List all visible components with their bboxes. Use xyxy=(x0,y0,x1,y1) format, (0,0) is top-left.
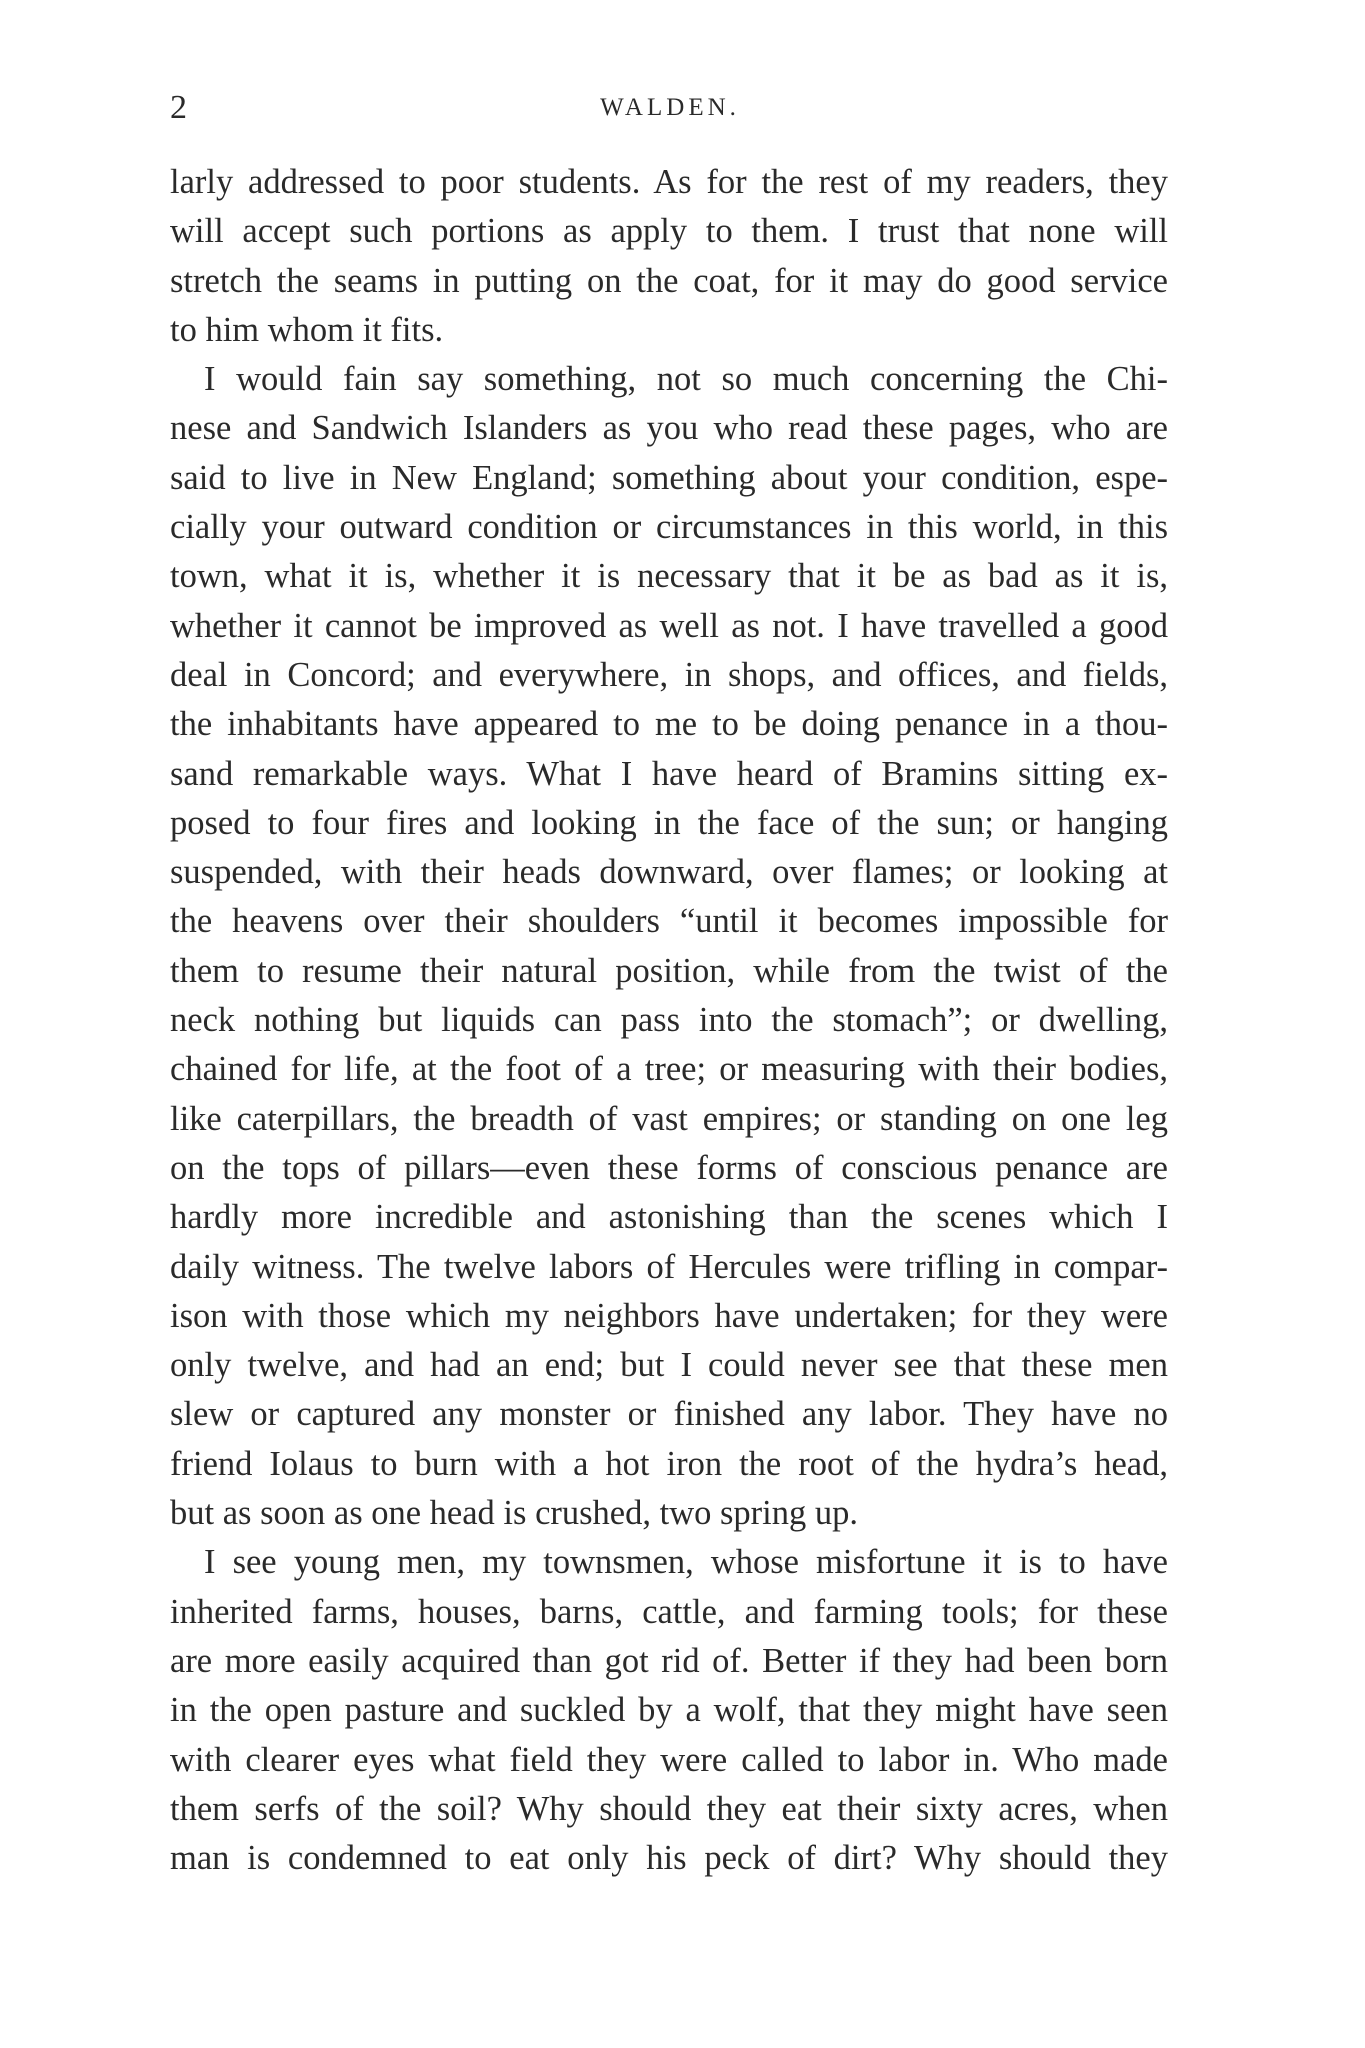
text-line: friend Iolaus to burn with a hot iron the root of the hydra’s head, xyxy=(170,1444,1168,1483)
text-line: only twelve, and had an end; but I could never see that these men xyxy=(170,1346,1168,1385)
text-line: deal in Concord; and everywhere, in shops, and offices, and fields, xyxy=(170,655,1168,694)
text-line: but as soon as one head is crushed, two spring up. xyxy=(170,1494,858,1533)
text-line: cially your outward condition or circumstances in this world, in this xyxy=(170,508,1168,547)
text-line: said to live in New England; something about your condition, espe- xyxy=(170,458,1168,497)
text-line: in the open pasture and suckled by a wolf, that they might have seen xyxy=(170,1691,1168,1730)
page-number: 2 xyxy=(170,89,187,126)
text-line: stretch the seams in putting on the coat, for it may do good service xyxy=(170,261,1168,300)
text-line: inherited farms, houses, barns, cattle, and farming tools; for these xyxy=(170,1592,1168,1631)
text-line: will accept such portions as apply to them. I trust that none will xyxy=(170,212,1168,251)
text-line: town, what it is, whether it is necessary that it be as bad as it is, xyxy=(170,557,1168,596)
text-line: ison with those which my neighbors have undertaken; for they were xyxy=(170,1296,1168,1335)
text-line: slew or captured any monster or finished any labor. They have no xyxy=(170,1395,1168,1434)
text-line: on the tops of pillars—even these forms of conscious penance are xyxy=(170,1148,1168,1187)
text-line: the heavens over their shoulders “until it becomes impossible for xyxy=(170,902,1168,941)
paragraph xyxy=(170,158,1168,355)
text-line: with clearer eyes what field they were called to labor in. Who made xyxy=(170,1740,1168,1779)
text-line: nese and Sandwich Islanders as you who read these pages, who are xyxy=(170,409,1168,448)
text-line: I would fain say something, not so much concerning the Chi- xyxy=(204,360,1168,399)
paragraph xyxy=(170,355,1168,1538)
text-line: are more easily acquired than got rid of. Better if they had been born xyxy=(170,1641,1168,1680)
paragraph xyxy=(170,1538,1168,1883)
text-line: them to resume their natural position, while from the twist of the xyxy=(170,951,1168,990)
text-line: larly addressed to poor students. As for the rest of my readers, they xyxy=(170,163,1168,201)
text-line: I see young men, my townsmen, whose misfortune it is to have xyxy=(204,1543,1168,1582)
text-line: the inhabitants have appeared to me to be doing penance in a thou- xyxy=(170,705,1168,744)
text-line: like caterpillars, the breadth of vast empires; or standing on one leg xyxy=(170,1099,1168,1138)
text-line: whether it cannot be improved as well as not. I have travelled a good xyxy=(170,606,1168,645)
text-line: chained for life, at the foot of a tree; or measuring with their bodies, xyxy=(170,1050,1168,1089)
text-line: posed to four fires and looking in the face of the sun; or hanging xyxy=(170,803,1168,842)
text-line: hardly more incredible and astonishing than the scenes which I xyxy=(170,1198,1168,1237)
text-line: sand remarkable ways. What I have heard of Bramins sitting ex- xyxy=(170,754,1168,793)
text-line: suspended, with their heads downward, over flames; or looking at xyxy=(170,853,1168,892)
text-line: to him whom it fits. xyxy=(170,310,444,349)
running-title: WALDEN. xyxy=(600,94,740,121)
body-text xyxy=(170,158,1168,1883)
text-line: daily witness. The twelve labors of Hercules were trifling in compar- xyxy=(170,1247,1168,1286)
text-line: man is condemned to eat only his peck of dirt? Why should they xyxy=(170,1839,1168,1878)
text-line: neck nothing but liquids can pass into the stomach”; or dwelling, xyxy=(170,1001,1168,1040)
running-head xyxy=(170,78,1170,138)
text-line: them serfs of the soil? Why should they eat their sixty acres, when xyxy=(170,1789,1168,1828)
